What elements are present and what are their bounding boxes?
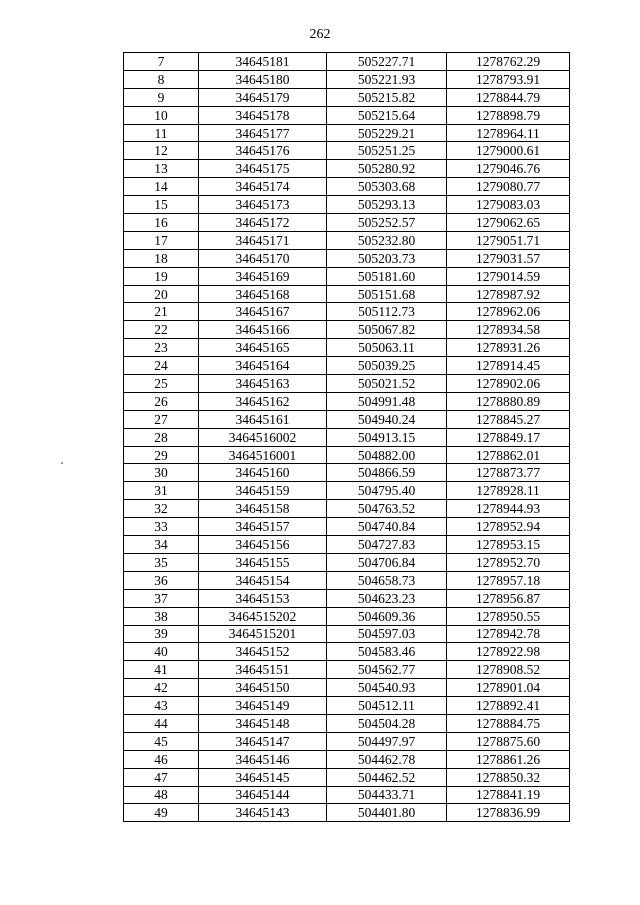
table-row: [124, 88, 570, 106]
point-number-cell: 12: [124, 142, 199, 160]
table-row: [124, 106, 570, 124]
x-coordinate-cell: 504727.83: [327, 536, 447, 554]
point-number-cell: 27: [124, 410, 199, 428]
table-row: [124, 285, 570, 303]
point-id-cell: 34645178: [199, 106, 327, 124]
point-id-cell: 34645162: [199, 392, 327, 410]
table-row: [124, 339, 570, 357]
point-id-cell: 34645145: [199, 768, 327, 786]
table-row: [124, 214, 570, 232]
x-coordinate-cell: 504497.97: [327, 732, 447, 750]
point-number-cell: 40: [124, 643, 199, 661]
point-id-cell: 34645154: [199, 571, 327, 589]
y-coordinate-cell: 1278934.58: [447, 321, 570, 339]
coordinates-table-body: [124, 53, 570, 822]
point-id-cell: 34645157: [199, 518, 327, 536]
x-coordinate-cell: 504763.52: [327, 500, 447, 518]
y-coordinate-cell: 1279062.65: [447, 214, 570, 232]
table-row: [124, 643, 570, 661]
point-id-cell: 34645148: [199, 714, 327, 732]
point-number-cell: 13: [124, 160, 199, 178]
point-number-cell: 21: [124, 303, 199, 321]
y-coordinate-cell: 1279014.59: [447, 267, 570, 285]
point-number-cell: 31: [124, 482, 199, 500]
point-id-cell: 3464516001: [199, 446, 327, 464]
y-coordinate-cell: 1278875.60: [447, 732, 570, 750]
y-coordinate-cell: 1278850.32: [447, 768, 570, 786]
x-coordinate-cell: 504623.23: [327, 589, 447, 607]
x-coordinate-cell: 504706.84: [327, 553, 447, 571]
point-number-cell: 34: [124, 536, 199, 554]
table-row: [124, 446, 570, 464]
point-number-cell: 29: [124, 446, 199, 464]
y-coordinate-cell: 1278892.41: [447, 697, 570, 715]
table-row: [124, 607, 570, 625]
x-coordinate-cell: 505252.57: [327, 214, 447, 232]
table-row: [124, 697, 570, 715]
x-coordinate-cell: 505215.64: [327, 106, 447, 124]
point-id-cell: 34645170: [199, 249, 327, 267]
table-row: [124, 249, 570, 267]
page-number: 262: [309, 27, 331, 42]
table-row: [124, 732, 570, 750]
point-id-cell: 34645150: [199, 679, 327, 697]
y-coordinate-cell: 1278956.87: [447, 589, 570, 607]
point-number-cell: 26: [124, 392, 199, 410]
point-number-cell: 20: [124, 285, 199, 303]
y-coordinate-cell: 1279031.57: [447, 249, 570, 267]
table-row: [124, 500, 570, 518]
point-number-cell: 16: [124, 214, 199, 232]
point-number-cell: 35: [124, 553, 199, 571]
x-coordinate-cell: 504433.71: [327, 786, 447, 804]
y-coordinate-cell: 1278884.75: [447, 714, 570, 732]
point-number-cell: 44: [124, 714, 199, 732]
y-coordinate-cell: 1278908.52: [447, 661, 570, 679]
y-coordinate-cell: 1278762.29: [447, 53, 570, 71]
table-row: [124, 375, 570, 393]
point-number-cell: 48: [124, 786, 199, 804]
point-id-cell: 3464516002: [199, 428, 327, 446]
x-coordinate-cell: 505251.25: [327, 142, 447, 160]
point-number-cell: 37: [124, 589, 199, 607]
point-id-cell: 34645173: [199, 196, 327, 214]
y-coordinate-cell: 1278952.94: [447, 518, 570, 536]
table-row: [124, 553, 570, 571]
point-id-cell: 34645147: [199, 732, 327, 750]
y-coordinate-cell: 1278898.79: [447, 106, 570, 124]
x-coordinate-cell: 504462.52: [327, 768, 447, 786]
table-row: [124, 267, 570, 285]
point-number-cell: 7: [124, 53, 199, 71]
table-row: [124, 321, 570, 339]
x-coordinate-cell: 505221.93: [327, 70, 447, 88]
point-id-cell: 34645160: [199, 464, 327, 482]
point-number-cell: 25: [124, 375, 199, 393]
point-id-cell: 34645158: [199, 500, 327, 518]
point-number-cell: 38: [124, 607, 199, 625]
x-coordinate-cell: 504913.15: [327, 428, 447, 446]
point-id-cell: 34645174: [199, 178, 327, 196]
point-id-cell: 34645176: [199, 142, 327, 160]
x-coordinate-cell: 504882.00: [327, 446, 447, 464]
x-coordinate-cell: 505232.80: [327, 231, 447, 249]
y-coordinate-cell: 1278914.45: [447, 357, 570, 375]
y-coordinate-cell: 1278944.93: [447, 500, 570, 518]
table-row: [124, 804, 570, 822]
point-number-cell: 49: [124, 804, 199, 822]
y-coordinate-cell: 1278861.26: [447, 750, 570, 768]
coordinates-table: [123, 52, 570, 822]
y-coordinate-cell: 1278953.15: [447, 536, 570, 554]
table-row: [124, 124, 570, 142]
y-coordinate-cell: 1278901.04: [447, 679, 570, 697]
table-row: [124, 661, 570, 679]
table-row: [124, 714, 570, 732]
point-number-cell: 23: [124, 339, 199, 357]
y-coordinate-cell: 1278841.19: [447, 786, 570, 804]
y-coordinate-cell: 1278931.26: [447, 339, 570, 357]
y-coordinate-cell: 1278964.11: [447, 124, 570, 142]
x-coordinate-cell: 504562.77: [327, 661, 447, 679]
point-number-cell: 11: [124, 124, 199, 142]
table-row: [124, 303, 570, 321]
table-row: [124, 231, 570, 249]
x-coordinate-cell: 505039.25: [327, 357, 447, 375]
y-coordinate-cell: 1278849.17: [447, 428, 570, 446]
point-id-cell: 34645169: [199, 267, 327, 285]
point-id-cell: 34645180: [199, 70, 327, 88]
point-number-cell: 39: [124, 625, 199, 643]
x-coordinate-cell: 505280.92: [327, 160, 447, 178]
x-coordinate-cell: 504795.40: [327, 482, 447, 500]
x-coordinate-cell: 505229.21: [327, 124, 447, 142]
table-row: [124, 53, 570, 71]
table-row: [124, 518, 570, 536]
x-coordinate-cell: 505021.52: [327, 375, 447, 393]
point-number-cell: 10: [124, 106, 199, 124]
x-coordinate-cell: 504504.28: [327, 714, 447, 732]
point-number-cell: 18: [124, 249, 199, 267]
y-coordinate-cell: 1279046.76: [447, 160, 570, 178]
x-coordinate-cell: 505151.68: [327, 285, 447, 303]
point-number-cell: 17: [124, 231, 199, 249]
x-coordinate-cell: 504462.78: [327, 750, 447, 768]
point-number-cell: 14: [124, 178, 199, 196]
table-row: [124, 464, 570, 482]
x-coordinate-cell: 505293.13: [327, 196, 447, 214]
table-row: [124, 357, 570, 375]
point-id-cell: 34645179: [199, 88, 327, 106]
point-id-cell: 34645153: [199, 589, 327, 607]
point-id-cell: 3464515202: [199, 607, 327, 625]
point-id-cell: 34645165: [199, 339, 327, 357]
y-coordinate-cell: 1278880.89: [447, 392, 570, 410]
x-coordinate-cell: 504401.80: [327, 804, 447, 822]
y-coordinate-cell: 1278902.06: [447, 375, 570, 393]
x-coordinate-cell: 504609.36: [327, 607, 447, 625]
point-number-cell: 8: [124, 70, 199, 88]
y-coordinate-cell: 1279080.77: [447, 178, 570, 196]
point-number-cell: 30: [124, 464, 199, 482]
y-coordinate-cell: 1278957.18: [447, 571, 570, 589]
point-id-cell: 34645149: [199, 697, 327, 715]
table-row: [124, 625, 570, 643]
x-coordinate-cell: 504583.46: [327, 643, 447, 661]
point-id-cell: 34645151: [199, 661, 327, 679]
table-row: [124, 410, 570, 428]
table-row: [124, 750, 570, 768]
y-coordinate-cell: 1278942.78: [447, 625, 570, 643]
point-id-cell: 34645143: [199, 804, 327, 822]
table-row: [124, 679, 570, 697]
point-id-cell: 34645159: [199, 482, 327, 500]
x-coordinate-cell: 504540.93: [327, 679, 447, 697]
y-coordinate-cell: 1278950.55: [447, 607, 570, 625]
x-coordinate-cell: 504940.24: [327, 410, 447, 428]
x-coordinate-cell: 504866.59: [327, 464, 447, 482]
point-id-cell: 34645152: [199, 643, 327, 661]
table-row: [124, 589, 570, 607]
y-coordinate-cell: 1278928.11: [447, 482, 570, 500]
point-id-cell: 34645161: [199, 410, 327, 428]
y-coordinate-cell: 1278922.98: [447, 643, 570, 661]
table-row: [124, 178, 570, 196]
x-coordinate-cell: 504740.84: [327, 518, 447, 536]
point-number-cell: 43: [124, 697, 199, 715]
point-id-cell: 34645166: [199, 321, 327, 339]
table-row: [124, 70, 570, 88]
point-number-cell: 19: [124, 267, 199, 285]
point-id-cell: 34645144: [199, 786, 327, 804]
x-coordinate-cell: 504597.03: [327, 625, 447, 643]
point-id-cell: 34645175: [199, 160, 327, 178]
table-row: [124, 428, 570, 446]
point-number-cell: 24: [124, 357, 199, 375]
point-number-cell: 28: [124, 428, 199, 446]
y-coordinate-cell: 1278862.01: [447, 446, 570, 464]
table-row: [124, 196, 570, 214]
table-row: [124, 392, 570, 410]
point-id-cell: 34645156: [199, 536, 327, 554]
x-coordinate-cell: 504991.48: [327, 392, 447, 410]
point-id-cell: 34645168: [199, 285, 327, 303]
table-row: [124, 571, 570, 589]
y-coordinate-cell: 1278873.77: [447, 464, 570, 482]
x-coordinate-cell: 505215.82: [327, 88, 447, 106]
point-number-cell: 47: [124, 768, 199, 786]
point-number-cell: 9: [124, 88, 199, 106]
y-coordinate-cell: 1278845.27: [447, 410, 570, 428]
point-id-cell: 34645181: [199, 53, 327, 71]
x-coordinate-cell: 505063.11: [327, 339, 447, 357]
x-coordinate-cell: 505303.68: [327, 178, 447, 196]
table-row: [124, 482, 570, 500]
x-coordinate-cell: 504512.11: [327, 697, 447, 715]
point-number-cell: 45: [124, 732, 199, 750]
margin-mark: [61, 462, 63, 464]
point-number-cell: 15: [124, 196, 199, 214]
point-number-cell: 46: [124, 750, 199, 768]
y-coordinate-cell: 1279051.71: [447, 231, 570, 249]
x-coordinate-cell: 505112.73: [327, 303, 447, 321]
point-id-cell: 34645167: [199, 303, 327, 321]
point-id-cell: 34645172: [199, 214, 327, 232]
y-coordinate-cell: 1278836.99: [447, 804, 570, 822]
point-id-cell: 34645171: [199, 231, 327, 249]
y-coordinate-cell: 1279083.03: [447, 196, 570, 214]
point-id-cell: 3464515201: [199, 625, 327, 643]
x-coordinate-cell: 505227.71: [327, 53, 447, 71]
y-coordinate-cell: 1278952.70: [447, 553, 570, 571]
point-id-cell: 34645164: [199, 357, 327, 375]
x-coordinate-cell: 505203.73: [327, 249, 447, 267]
point-id-cell: 34645146: [199, 750, 327, 768]
point-number-cell: 42: [124, 679, 199, 697]
point-id-cell: 34645163: [199, 375, 327, 393]
table-row: [124, 142, 570, 160]
table-row: [124, 160, 570, 178]
x-coordinate-cell: 504658.73: [327, 571, 447, 589]
y-coordinate-cell: 1278844.79: [447, 88, 570, 106]
y-coordinate-cell: 1278987.92: [447, 285, 570, 303]
y-coordinate-cell: 1278962.06: [447, 303, 570, 321]
table-row: [124, 786, 570, 804]
point-number-cell: 41: [124, 661, 199, 679]
x-coordinate-cell: 505067.82: [327, 321, 447, 339]
x-coordinate-cell: 505181.60: [327, 267, 447, 285]
point-id-cell: 34645155: [199, 553, 327, 571]
point-number-cell: 22: [124, 321, 199, 339]
point-number-cell: 33: [124, 518, 199, 536]
table-row: [124, 768, 570, 786]
point-number-cell: 32: [124, 500, 199, 518]
y-coordinate-cell: 1278793.91: [447, 70, 570, 88]
table-row: [124, 536, 570, 554]
point-number-cell: 36: [124, 571, 199, 589]
y-coordinate-cell: 1279000.61: [447, 142, 570, 160]
point-id-cell: 34645177: [199, 124, 327, 142]
